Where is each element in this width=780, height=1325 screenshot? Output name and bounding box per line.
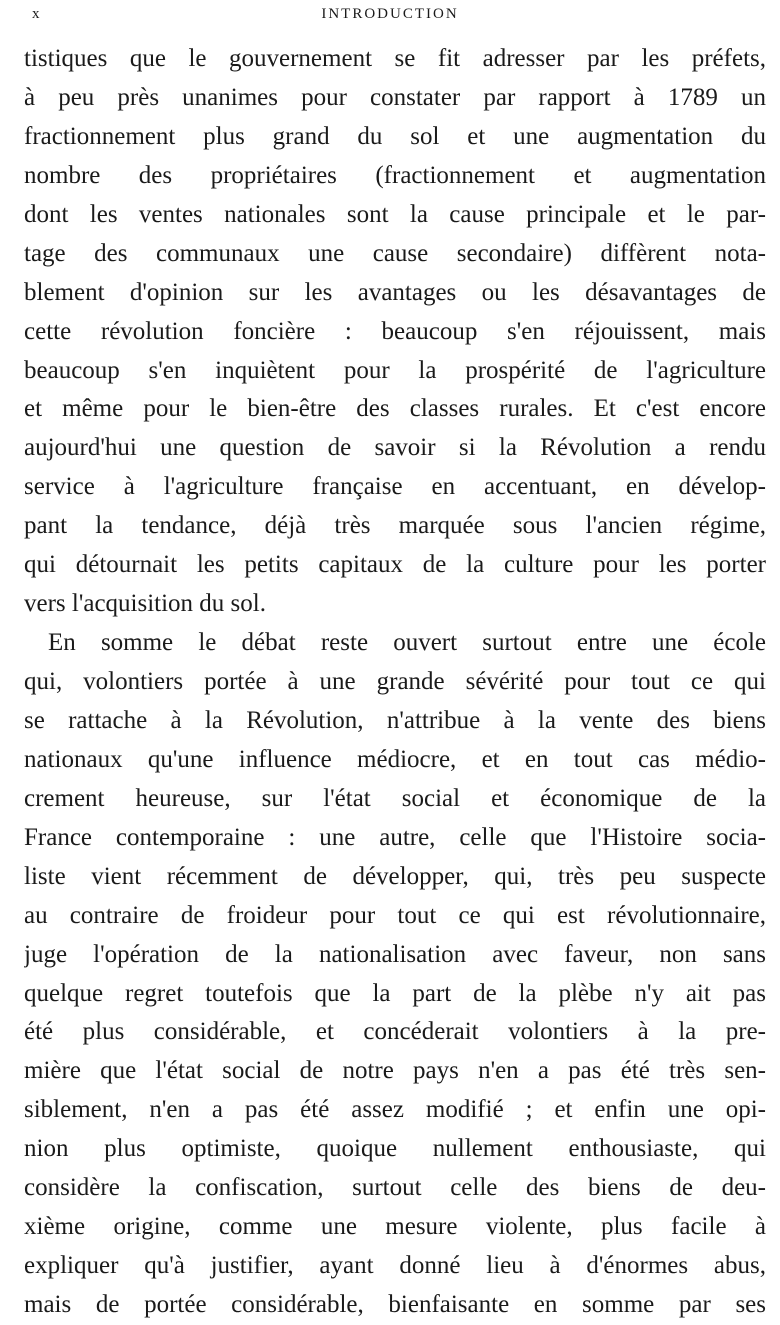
text-line: siblement, n'en a pas été assez modifié ; et enfin une opi- (24, 1096, 766, 1124)
text-line: France contemporaine : une autre, celle que l'Histoire socia- (24, 823, 766, 851)
text-line: nationaux qu'une influence médiocre, et en tout cas médio- (24, 745, 766, 773)
text-line: pant la tendance, déjà très marquée sous l'ancien régime, (24, 512, 766, 540)
text-line: tistiques que le gouvernement se fit adresser par les préfets, (24, 45, 766, 72)
body-text (24, 40, 766, 1325)
text-line: cette révolution foncière : beaucoup s'en réjouissent, mais (24, 317, 766, 345)
running-head (24, 6, 756, 30)
text-line: dont les ventes nationales sont la cause principale et le par- (24, 200, 766, 228)
text-line: et même pour le bien-être des classes rurales. Et c'est encore (24, 395, 766, 423)
text-line: à peu près unanimes pour constater par rapport à 1789 un (24, 83, 766, 111)
text-line: fractionnement plus grand du sol et une augmentation du (24, 122, 766, 150)
text-line: vers l'acquisition du sol. (24, 590, 266, 618)
text-line: tage des communaux une cause secondaire) diffèrent nota- (24, 239, 766, 267)
text-line: au contraire de froideur pour tout ce qui est révolutionnaire, (24, 901, 766, 929)
text-line: se rattache à la Révolution, n'attribue à la vente des biens (24, 706, 766, 734)
text-line: qui détournait les petits capitaux de la culture pour les porter (24, 551, 766, 579)
text-line: juge l'opération de la nationalisation avec faveur, non sans (24, 940, 766, 968)
text-line: mière que l'état social de notre pays n'en a pas été très sen- (24, 1057, 766, 1085)
text-line: xième origine, comme une mesure violente, plus facile à (24, 1213, 766, 1241)
text-line: nion plus optimiste, quoique nullement enthousiaste, qui (24, 1135, 766, 1163)
text-line: liste vient récemment de développer, qui, très peu suspecte (24, 862, 766, 890)
text-line: nombre des propriétaires (fractionnement et augmentation (24, 161, 766, 189)
running-title: INTRODUCTION (321, 6, 459, 22)
paragraph-2 (24, 624, 766, 1325)
text-line: été plus considérable, et concéderait volontiers à la pre- (24, 1018, 766, 1046)
text-line: service à l'agriculture française en accentuant, en dévelop- (24, 473, 766, 501)
text-line: considère la confiscation, surtout celle des biens de deu- (24, 1174, 766, 1202)
text-line: blement d'opinion sur les avantages ou les désavantages de (24, 278, 766, 306)
text-line: aujourd'hui une question de savoir si la Révolution a rendu (24, 434, 766, 462)
page-number: x (32, 6, 41, 22)
text-line: En somme le débat reste ouvert surtout entre une école (48, 629, 766, 657)
text-line: mais de portée considérable, bienfaisante en somme par ses (24, 1291, 766, 1318)
text-line: quelque regret toutefois que la part de la plèbe n'y ait pas (24, 979, 766, 1007)
text-line: crement heureuse, sur l'état social et économique de la (24, 784, 766, 812)
paragraph-1 (24, 40, 766, 624)
text-line: beaucoup s'en inquiètent pour la prospérité de l'agriculture (24, 356, 766, 384)
text-line: qui, volontiers portée à une grande sévérité pour tout ce qui (24, 668, 766, 695)
text-line: expliquer qu'à justifier, ayant donné lieu à d'énormes abus, (24, 1252, 766, 1280)
